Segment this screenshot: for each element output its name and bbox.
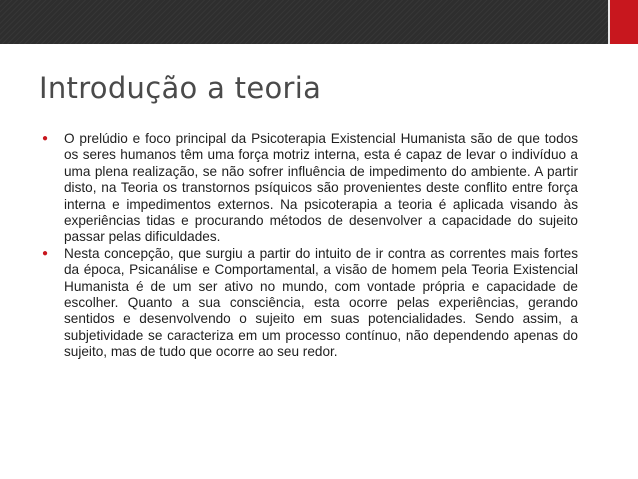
bullet-item-1 [40,131,578,246]
bullet-dot-icon: ● [42,247,49,259]
header-dark-band [0,0,608,44]
slide-body [40,131,578,361]
slide-header-bar [0,0,638,44]
bullet-text-2: Nesta concepção, que surgiu a partir do intuito de ir contra as correntes mais fortes da época, Psicanálise e Comportamental, a visão de homem pela Teoria Existencial Humanista é de um ser ativo no mundo, com vontade própria e capacidade de escolher. Quanto a sua consciência, esta ocorre pelas experiências, gerando sentidos e desenvolvendo o sujeito em suas potencialidades. Sendo assim, a subjetividade se caracteriza em um processo contínuo, não dependendo apenas do sujeito, mas de tudo que ocorre ao seu redor. [64,245,578,360]
bullet-item-2 [40,246,578,361]
bullet-dot-icon: ● [42,133,49,144]
header-accent-block [608,0,638,44]
bullet-text-1: O prelúdio e foco principal da Psicoterapia Existencial Humanista são de que todos os seres humanos têm uma força motriz interna, esta é capaz de levar o indivíduo a uma plena realização, se não sofrer influência de impedimento do ambiente. A partir disto, na Teoria os transtornos psíquicos são provenientes deste conflito entre força interna e impedimentos externos. Na psicoterapia a teoria é aplicada visando às experiências tidas e procurando métodos de desenvolver a capacidade do sujeito passar pelas dificuldades. [64,131,578,245]
slide-title: Introdução a teoria [39,71,322,105]
